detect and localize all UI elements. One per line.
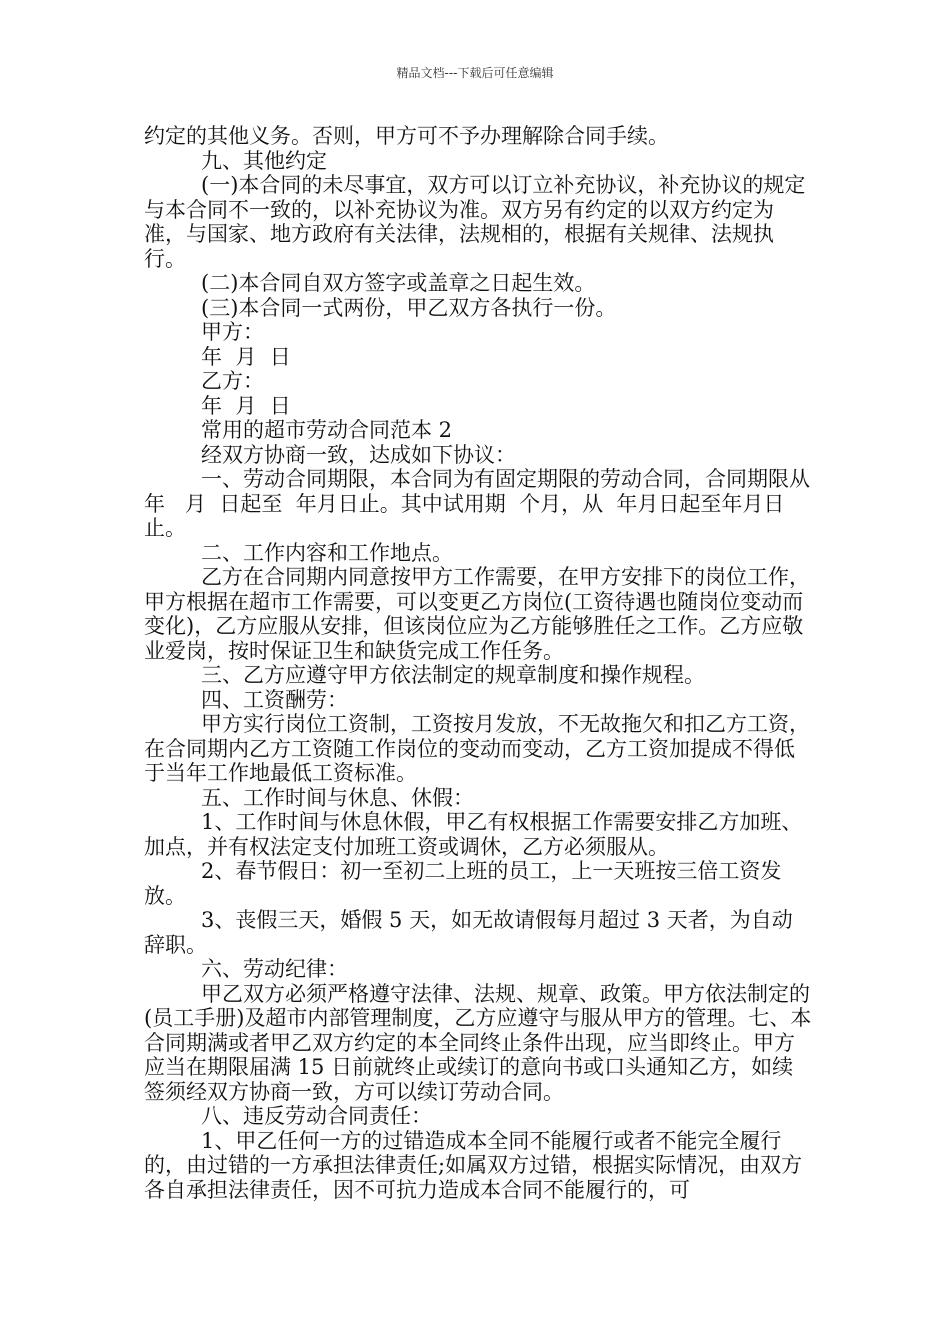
paragraph: 乙方在合同期内同意按甲方工作需要，在甲方安排下的岗位工作，甲方根据在超市工作需要，可以变更乙方岗位(工资待遇也随岗位变动而变化)，乙方应服从安排，但该岗位应为乙方能够胜任之工作。乙方应敬业爱岗，按时保证卫生和缺货完成工作任务。: [144, 565, 810, 663]
paragraph: 二、工作内容和工作地点。: [201, 540, 453, 565]
paragraph: 乙方：: [201, 369, 264, 393]
paragraph: 三、乙方应遵守甲方依法制定的规章制度和操作规程。: [201, 663, 705, 687]
paragraph: 约定的其他义务。否则，甲方可不予办理解除合同手续。: [144, 124, 669, 148]
paragraph: 五、工作时间与休息、休假：: [201, 785, 474, 810]
paragraph: 1、甲乙任何一方的过错造成本全同不能履行或者不能完全履行的，由过错的一方承担法律责任;如属双方过错，根据实际情况，由双方各自承担法律责任，因不可抗力造成本合同不能履行的，可: [144, 1128, 803, 1202]
paragraph: 年 月 日: [201, 393, 291, 418]
paragraph: (一)本合同的未尽事宜，双方可以订立补充协议，补充协议的规定与本合同不一致的，以补充协议为准。双方另有约定的以双方约定为准，与国家、地方政府有关法律，法规相的，根据有关规律、法规执行。: [144, 173, 806, 271]
paragraph: 甲方实行岗位工资制，工资按月发放，不无故拖欠和扣乙方工资，在合同期内乙方工资随工作岗位的变动而变动，乙方工资加提成不得低于当年工作地最低工资标准。: [144, 712, 810, 785]
paragraph: 年 月 日: [201, 344, 291, 369]
paragraph: 2、春节假日：初一至初二上班的员工，上一天班按三倍工资发放。: [144, 859, 782, 908]
paragraph: 经双方协商一致，达成如下协议：: [201, 442, 516, 467]
paragraph: 甲乙双方必须严格遵守法律、法规、规章、政策。甲方依法制定的(员工手册)及超市内部管理制度，乙方应遵守与服从甲方的管理。七、本合同期满或者甲乙双方约定的本全同终止条件出现，应当即终止。甲方应当在期限届满 15 日前就终止或续订的意向书或口头通知乙方，如续签须经双方协商一致，方可以续订劳动合同。: [144, 981, 812, 1104]
paragraph: 四、工资酬劳：: [201, 687, 348, 712]
paragraph: 六、劳动纪律：: [201, 957, 348, 981]
paragraph: 九、其他约定: [201, 148, 327, 173]
paragraph: (二)本合同自双方签字或盖章之日起生效。: [201, 271, 596, 295]
paragraph: 3、丧假三天，婚假 5 天，如无故请假每月超过 3 天者，为自动辞职。: [144, 908, 793, 957]
paragraph: 1、工作时间与休息休假，甲乙有权根据工作需要安排乙方加班、加点，并有权法定支付加班工资或调休，乙方必须服从。: [144, 810, 803, 859]
paragraph: 常用的超市劳动合同范本 2: [201, 418, 453, 442]
paragraph: 一、劳动合同期限，本合同为有固定期限的劳动合同，合同期限从 年 月 日起至 年月日止。其中试用期 个月，从 年月日起至年月日止。: [144, 467, 824, 540]
paragraph: 甲方：: [201, 320, 264, 344]
paragraph: 八、违反劳动合同责任：: [201, 1104, 432, 1128]
paragraph: (三)本合同一式两份，甲乙双方各执行一份。: [201, 295, 617, 320]
page-header: 精品文档---下载后可任意编辑: [396, 66, 554, 80]
document-body: [144, 124, 824, 1202]
